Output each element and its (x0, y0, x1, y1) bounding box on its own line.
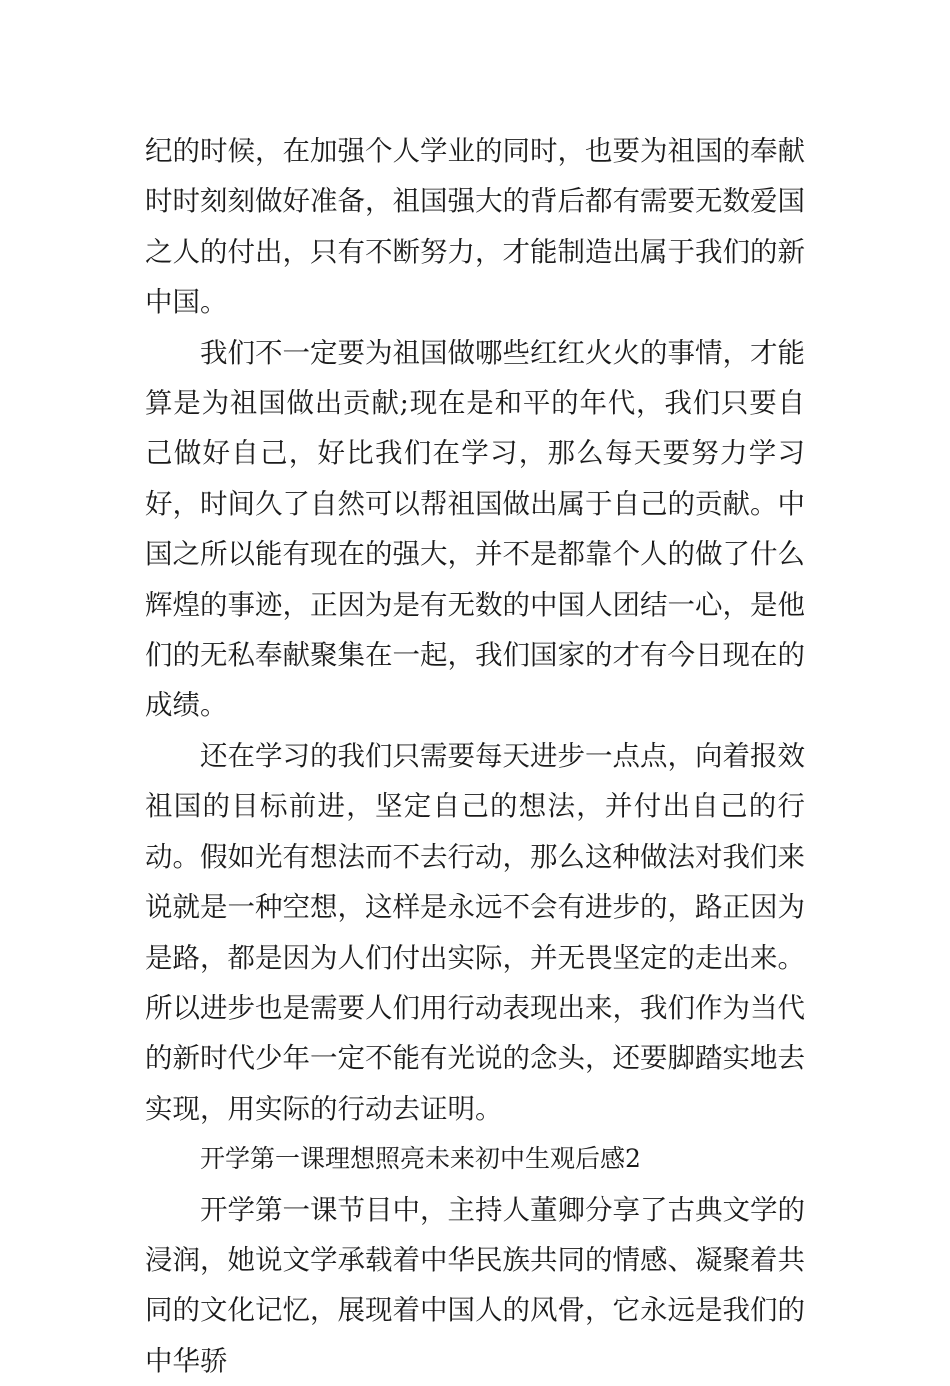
document-body (145, 126, 805, 1386)
paragraph-progress: 还在学习的我们只需要每天进步一点点，向着报效祖国的目标前进，坚定自己的想法，并付出自己的行动。假如光有想法而不去行动，那么这种做法对我们来说就是一种空想，这样是永远不会有进步的，路正因为是路，都是因为人们付出实际，并无畏坚定的走出来。所以进步也是需要人们用行动表现出来，我们作为当代的新时代少年一定不能有光说的念头，还要脚踏实地去实现，用实际的行动去证明。 (145, 739, 805, 1125)
section-heading: 开学第一课理想照亮未来初中生观后感2 (200, 1144, 641, 1174)
paragraph-literature: 开学第一课节目中，主持人董卿分享了古典文学的浸润，她说文学承载着中华民族共同的情感、凝聚着共同的文化记忆，展现着中国人的风骨，它永远是我们的中华骄 (145, 1193, 805, 1377)
paragraph-contribution: 我们不一定要为祖国做哪些红红火火的事情，才能算是为祖国做出贡献;现在是和平的年代，我们只要自己做好自己，好比我们在学习，那么每天要努力学习好，时间久了自然可以帮祖国做出属于自己的贡献。中国之所以能有现在的强大，并不是都靠个人的做了什么辉煌的事迹，正因为是有无数的中国人团结一心，是他们的无私奉献聚集在一起，我们国家的才有今日现在的成绩。 (145, 336, 805, 722)
paragraph-continuation: 纪的时候，在加强个人学业的同时，也要为祖国的奉献时时刻刻做好准备，祖国强大的背后都有需要无数爱国之人的付出，只有不断努力，才能制造出属于我们的新中国。 (145, 135, 805, 319)
